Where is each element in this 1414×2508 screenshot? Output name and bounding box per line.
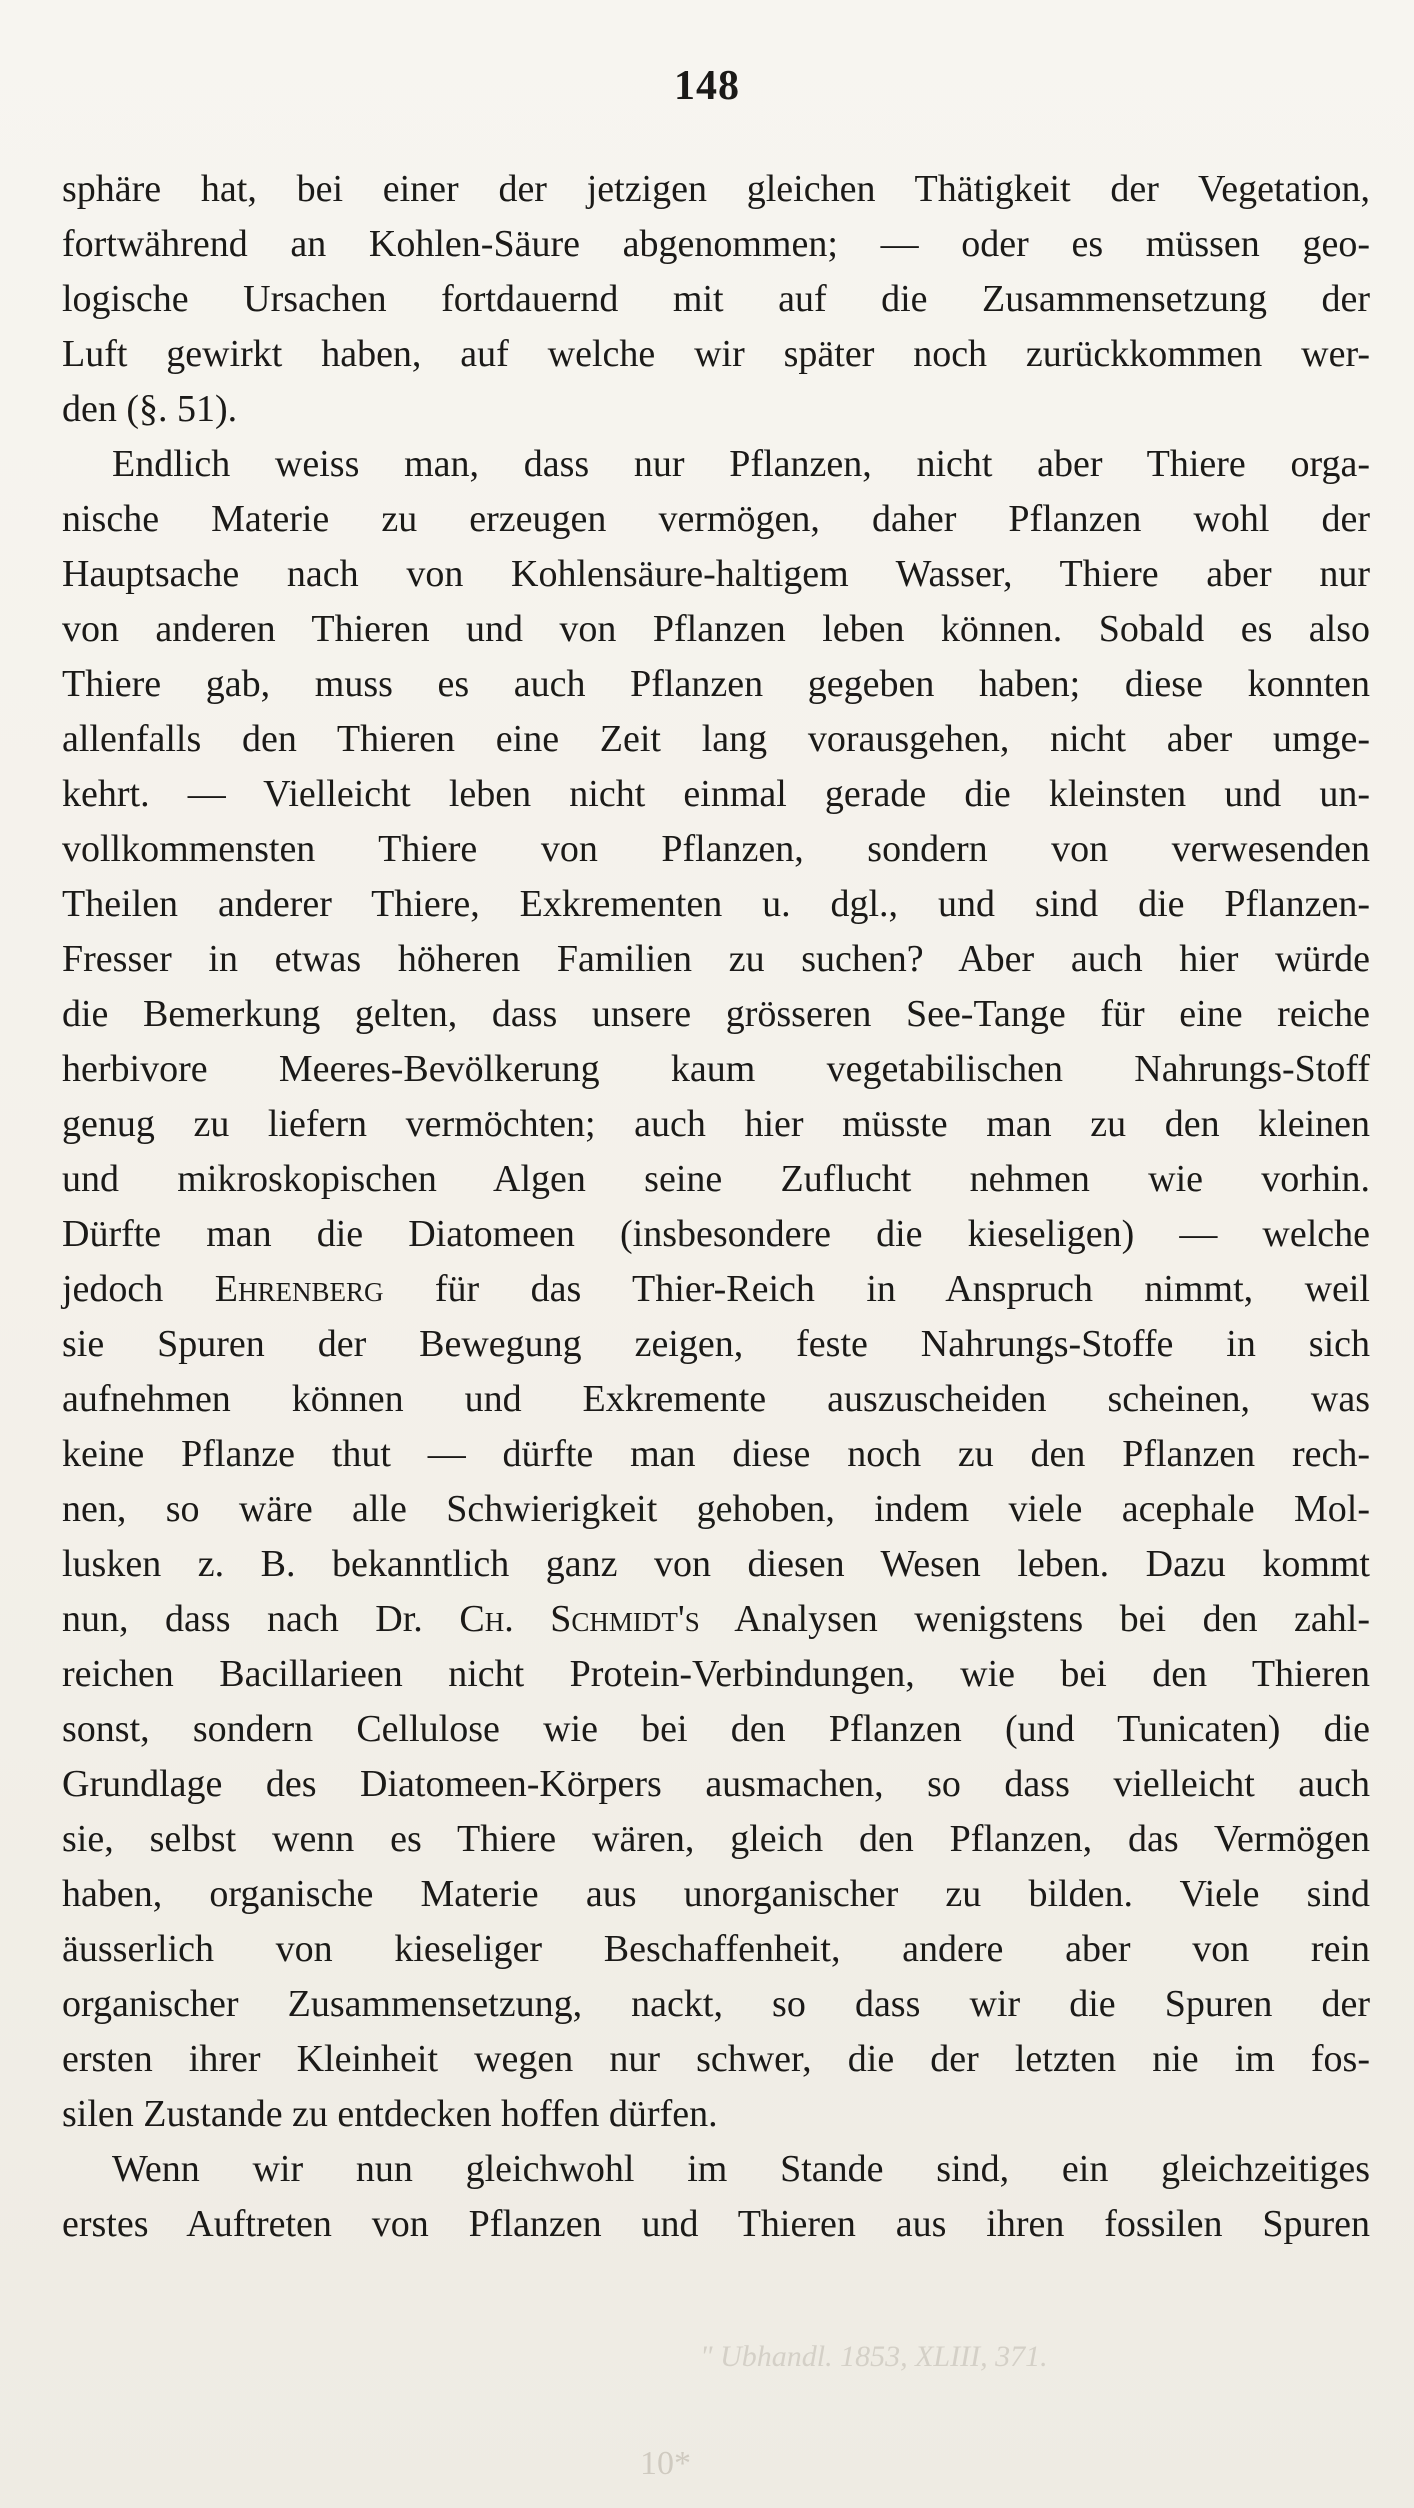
text-line: vollkommensten Thiere von Pflanzen, sondern von verwesenden bbox=[62, 828, 1370, 870]
signature-mark: 10* bbox=[640, 2445, 691, 2482]
text-line: Endlich weiss man, dass nur Pflanzen, nicht aber Thiere orga- bbox=[112, 443, 1370, 485]
text-line: haben, organische Materie aus unorganischer zu bilden. Viele sind bbox=[62, 1873, 1370, 1915]
text-segment: für das Thier-Reich in Anspruch nimmt, weil bbox=[383, 1268, 1370, 1310]
text-line: äusserlich von kieseliger Beschaffenheit, andere aber von rein bbox=[62, 1928, 1370, 1970]
text-line: nische Materie zu erzeugen vermögen, daher Pflanzen wohl der bbox=[62, 498, 1370, 540]
text-line: von anderen Thieren und von Pflanzen leben können. Sobald es also bbox=[62, 608, 1370, 650]
text-segment: nun, dass nach Dr. bbox=[62, 1598, 460, 1640]
text-line: Thiere gab, muss es auch Pflanzen gegeben haben; diese konnten bbox=[62, 663, 1370, 705]
text-line: kehrt. — Vielleicht leben nicht einmal gerade die kleinsten und un- bbox=[62, 773, 1370, 815]
text-line: nen, so wäre alle Schwierigkeit gehoben, indem viele acephale Mol- bbox=[62, 1488, 1370, 1530]
text-line: sie, selbst wenn es Thiere wären, gleich den Pflanzen, das Vermögen bbox=[62, 1818, 1370, 1860]
text-line: genug zu liefern vermöchten; auch hier müsste man zu den kleinen bbox=[62, 1103, 1370, 1145]
text-line: Theilen anderer Thiere, Exkrementen u. dgl., und sind die Pflanzen- bbox=[62, 883, 1370, 925]
text-line bbox=[62, 1592, 1370, 1647]
text-line: aufnehmen können und Exkremente auszuscheiden scheinen, was bbox=[62, 1378, 1370, 1420]
text-line: Dürfte man die Diatomeen (insbesondere die kieseligen) — welche bbox=[62, 1213, 1370, 1255]
text-line: Fresser in etwas höheren Familien zu suchen? Aber auch hier würde bbox=[62, 938, 1370, 980]
text-line: Grundlage des Diatomeen-Körpers ausmachen, so dass vielleicht auch bbox=[62, 1763, 1370, 1805]
author-name-small-caps: Ehrenberg bbox=[214, 1268, 384, 1310]
text-line: logische Ursachen fortdauernd mit auf die Zusammensetzung der bbox=[62, 278, 1370, 320]
text-line: die Bemerkung gelten, dass unsere grösseren See-Tange für eine reiche bbox=[62, 993, 1370, 1035]
author-name-small-caps: Ch. Schmidt's bbox=[459, 1598, 700, 1640]
text-line: den (§. 51). bbox=[62, 388, 238, 430]
text-line: herbivore Meeres-Bevölkerung kaum vegetabilischen Nahrungs-Stoff bbox=[62, 1048, 1370, 1090]
text-line: allenfalls den Thieren eine Zeit lang vorausgehen, nicht aber umge- bbox=[62, 718, 1370, 760]
faded-footnote: " Ubhandl. 1853, XLIII, 371. bbox=[700, 2340, 1048, 2373]
text-line: sphäre hat, bei einer der jetzigen gleichen Thätigkeit der Vegetation, bbox=[62, 168, 1370, 210]
text-line: sie Spuren der Bewegung zeigen, feste Nahrungs-Stoffe in sich bbox=[62, 1323, 1370, 1365]
text-line: Wenn wir nun gleichwohl im Stande sind, ein gleichzeitiges bbox=[112, 2148, 1370, 2190]
text-line: und mikroskopischen Algen seine Zuflucht nehmen wie vorhin. bbox=[62, 1158, 1370, 1200]
text-segment: jedoch bbox=[62, 1268, 215, 1310]
text-line: sonst, sondern Cellulose wie bei den Pflanzen (und Tunicaten) die bbox=[62, 1708, 1370, 1750]
body-text bbox=[62, 162, 1370, 2252]
text-line: lusken z. B. bekanntlich ganz von diesen Wesen leben. Dazu kommt bbox=[62, 1543, 1370, 1585]
text-line: silen Zustande zu entdecken hoffen dürfen. bbox=[62, 2093, 718, 2135]
text-line: Luft gewirkt haben, auf welche wir später noch zurückkommen wer- bbox=[62, 333, 1370, 375]
text-line bbox=[62, 1262, 1370, 1317]
text-line: Hauptsache nach von Kohlensäure-haltigem Wasser, Thiere aber nur bbox=[62, 553, 1370, 595]
text-line: organischer Zusammensetzung, nackt, so dass wir die Spuren der bbox=[62, 1983, 1370, 2025]
text-line: fortwährend an Kohlen-Säure abgenommen; — oder es müssen geo- bbox=[62, 223, 1370, 265]
page-number: 148 bbox=[674, 63, 740, 109]
text-line: ersten ihrer Kleinheit wegen nur schwer, die der letzten nie im fos- bbox=[62, 2038, 1370, 2080]
text-line: reichen Bacillarieen nicht Protein-Verbindungen, wie bei den Thieren bbox=[62, 1653, 1370, 1695]
text-line: keine Pflanze thut — dürfte man diese noch zu den Pflanzen rech- bbox=[62, 1433, 1370, 1475]
text-segment: Analysen wenigstens bei den zahl- bbox=[699, 1598, 1370, 1640]
text-line: erstes Auftreten von Pflanzen und Thieren aus ihren fossilen Spuren bbox=[62, 2203, 1370, 2245]
